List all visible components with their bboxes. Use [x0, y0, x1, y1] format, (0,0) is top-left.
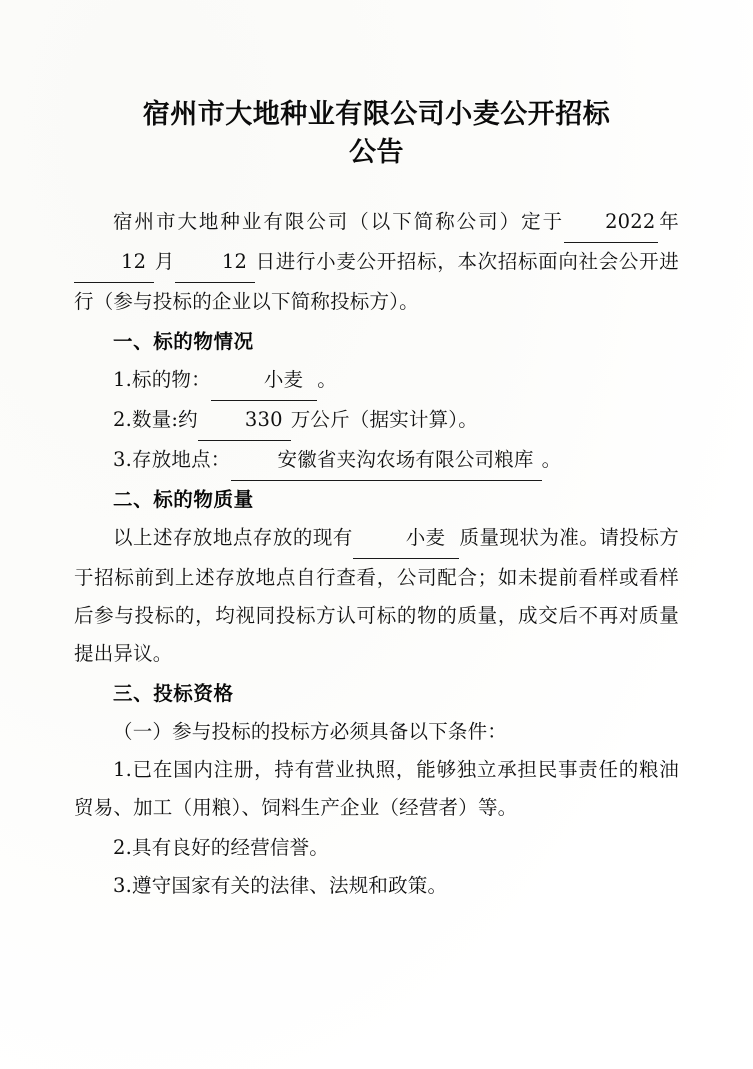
section-heading-2: 二、标的物质量 — [113, 487, 254, 511]
section-3-subheading: （一）参与投标的投标方必须具备以下条件： — [113, 719, 508, 743]
section-3-item-2: 2.具有良好的经营信誉。 — [113, 835, 330, 859]
section-heading-3: 三、投标资格 — [113, 681, 234, 705]
item-1-prefix: 1.标的物： — [113, 367, 211, 391]
item-1-suffix: 。 — [317, 367, 337, 391]
section-2-paragraph — [74, 519, 679, 673]
intro-text-d: 日进行小麦公开招标，本次招标面向社会公开进行（参与投标的企业以下简称投标方）。 — [74, 249, 679, 313]
title-spacer — [74, 177, 679, 203]
item-3-prefix: 3.存放地点： — [113, 447, 231, 471]
intro-day-blank: 12 — [175, 243, 255, 283]
item-2-blank: 330 — [198, 401, 291, 441]
item-1-blank: 小麦 — [211, 361, 317, 401]
intro-text-a: 宿州市大地种业有限公司（以下简称公司）定于 — [113, 209, 565, 233]
intro-text-c: 月 — [154, 249, 175, 273]
section-2-text-b: 质量现状为准。请投标方于招标前到上述存放地点自行查看，公司配合；如未提前看样或看样后参与投标的，均视同投标方认可标的物的质量，成交后不再对质量提出异议。 — [74, 525, 680, 665]
item-2-suffix: 万公斤（据实计算）。 — [290, 407, 478, 431]
item-2-prefix: 2.数量:约 — [113, 407, 198, 431]
intro-year-blank: 2022 — [564, 203, 657, 243]
intro-text-b: 年 — [657, 209, 679, 233]
intro-paragraph — [74, 203, 679, 321]
section-1-item-2 — [74, 401, 679, 441]
section-3-item-3: 3.遵守国家有关的法律、法规和政策。 — [113, 873, 448, 897]
page-title-line-2: 公告 — [349, 137, 404, 169]
section-1-item-3 — [74, 441, 679, 481]
section-1-item-1 — [74, 361, 679, 401]
intro-month-blank: 12 — [74, 243, 154, 283]
section-heading-1: 一、标的物情况 — [113, 329, 254, 353]
section-2-text-a: 以上述存放地点存放的现有 — [113, 525, 353, 549]
section-2-blank: 小麦 — [353, 519, 459, 559]
item-3-suffix: 。 — [541, 447, 562, 471]
section-3-item-1: 1.已在国内注册，持有营业执照，能够独立承担民事责任的粮油贸易、加工（用粮）、饲料生产企业（经营者）等。 — [74, 757, 679, 819]
item-3-blank: 安徽省夹沟农场有限公司粮库 — [231, 441, 542, 481]
page-title-line-1: 宿州市大地种业有限公司小麦公开招标 — [142, 99, 611, 130]
page-title — [74, 96, 679, 173]
